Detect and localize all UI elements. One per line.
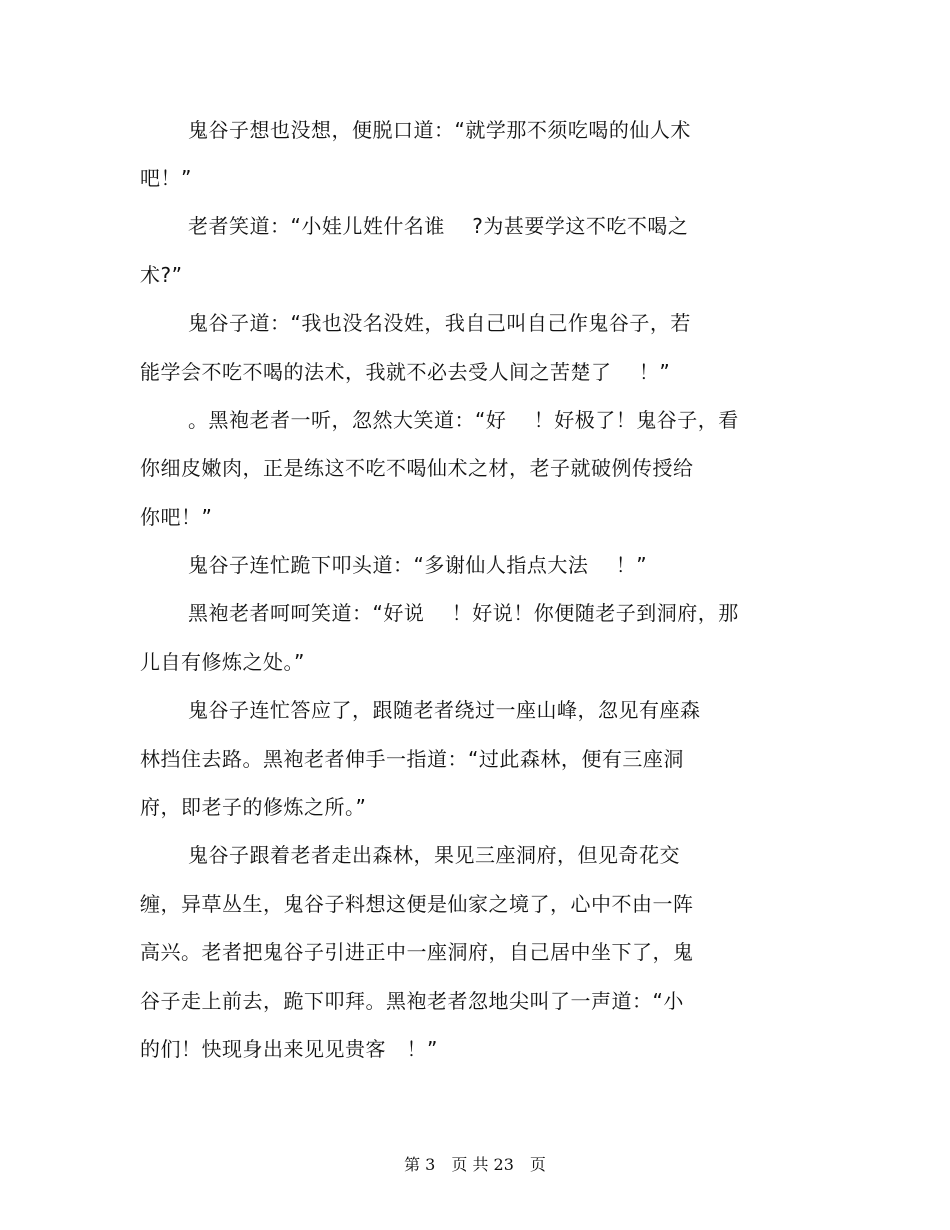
text-line: 鬼谷子连忙答应了，跟随老者绕过一座山峰，忽见有座森 <box>188 698 701 722</box>
text-line: 你细皮嫩肉，正是练这不吃不喝仙术之材，老子就破例传授给 <box>140 456 694 480</box>
text-line: 吧！” <box>140 166 192 190</box>
text-line: 能学会不吃不喝的法术，我就不必去受人间之苦楚了 ！” <box>140 360 671 384</box>
text-line: 黑袍老者呵呵笑道：“好说 ！好说！你便随老子到洞府，那 <box>188 601 739 625</box>
text-line: 鬼谷子想也没想，便脱口道：“就学那不须吃喝的仙人术 <box>188 118 691 142</box>
text-line: 鬼谷子跟着老者走出森林，果见三座洞府，但见奇花交 <box>188 843 680 867</box>
text-line: 。黑袍老者一听，忽然大笑道：“好 ！好极了！鬼谷子，看 <box>188 408 739 432</box>
text-line: 术?” <box>140 263 183 287</box>
text-line: 林挡住去路。黑袍老者伸手一指道：“过此森林，便有三座洞 <box>140 747 684 771</box>
text-line: 鬼谷子连忙跪下叩头道：“多谢仙人指点大法 ！” <box>188 553 648 577</box>
text-line: 谷子走上前去，跪下叩拜。黑袍老者忽地尖叫了一声道：“小 <box>140 989 684 1013</box>
text-line: 府，即老子的修炼之所。” <box>140 795 367 819</box>
page-number-footer: 第 3 页 共 23 页 <box>404 1155 546 1174</box>
text-line: 老者笑道：“小娃儿姓什名谁 ?为甚要学这不吃不喝之 <box>188 214 689 238</box>
text-line: 缠，异草丛生，鬼谷子料想这便是仙家之境了，心中不由一阵 <box>140 892 694 916</box>
text-line: 儿自有修炼之处。” <box>140 650 305 674</box>
text-line: 鬼谷子道：“我也没名没姓，我自己叫自己作鬼谷子，若 <box>188 311 691 335</box>
text-line: 的们！快现身出来见见贵客 ！” <box>140 1037 438 1061</box>
text-line: 你吧！” <box>140 505 213 529</box>
text-line: 高兴。老者把鬼谷子引进正中一座洞府，自己居中坐下了，鬼 <box>140 940 694 964</box>
